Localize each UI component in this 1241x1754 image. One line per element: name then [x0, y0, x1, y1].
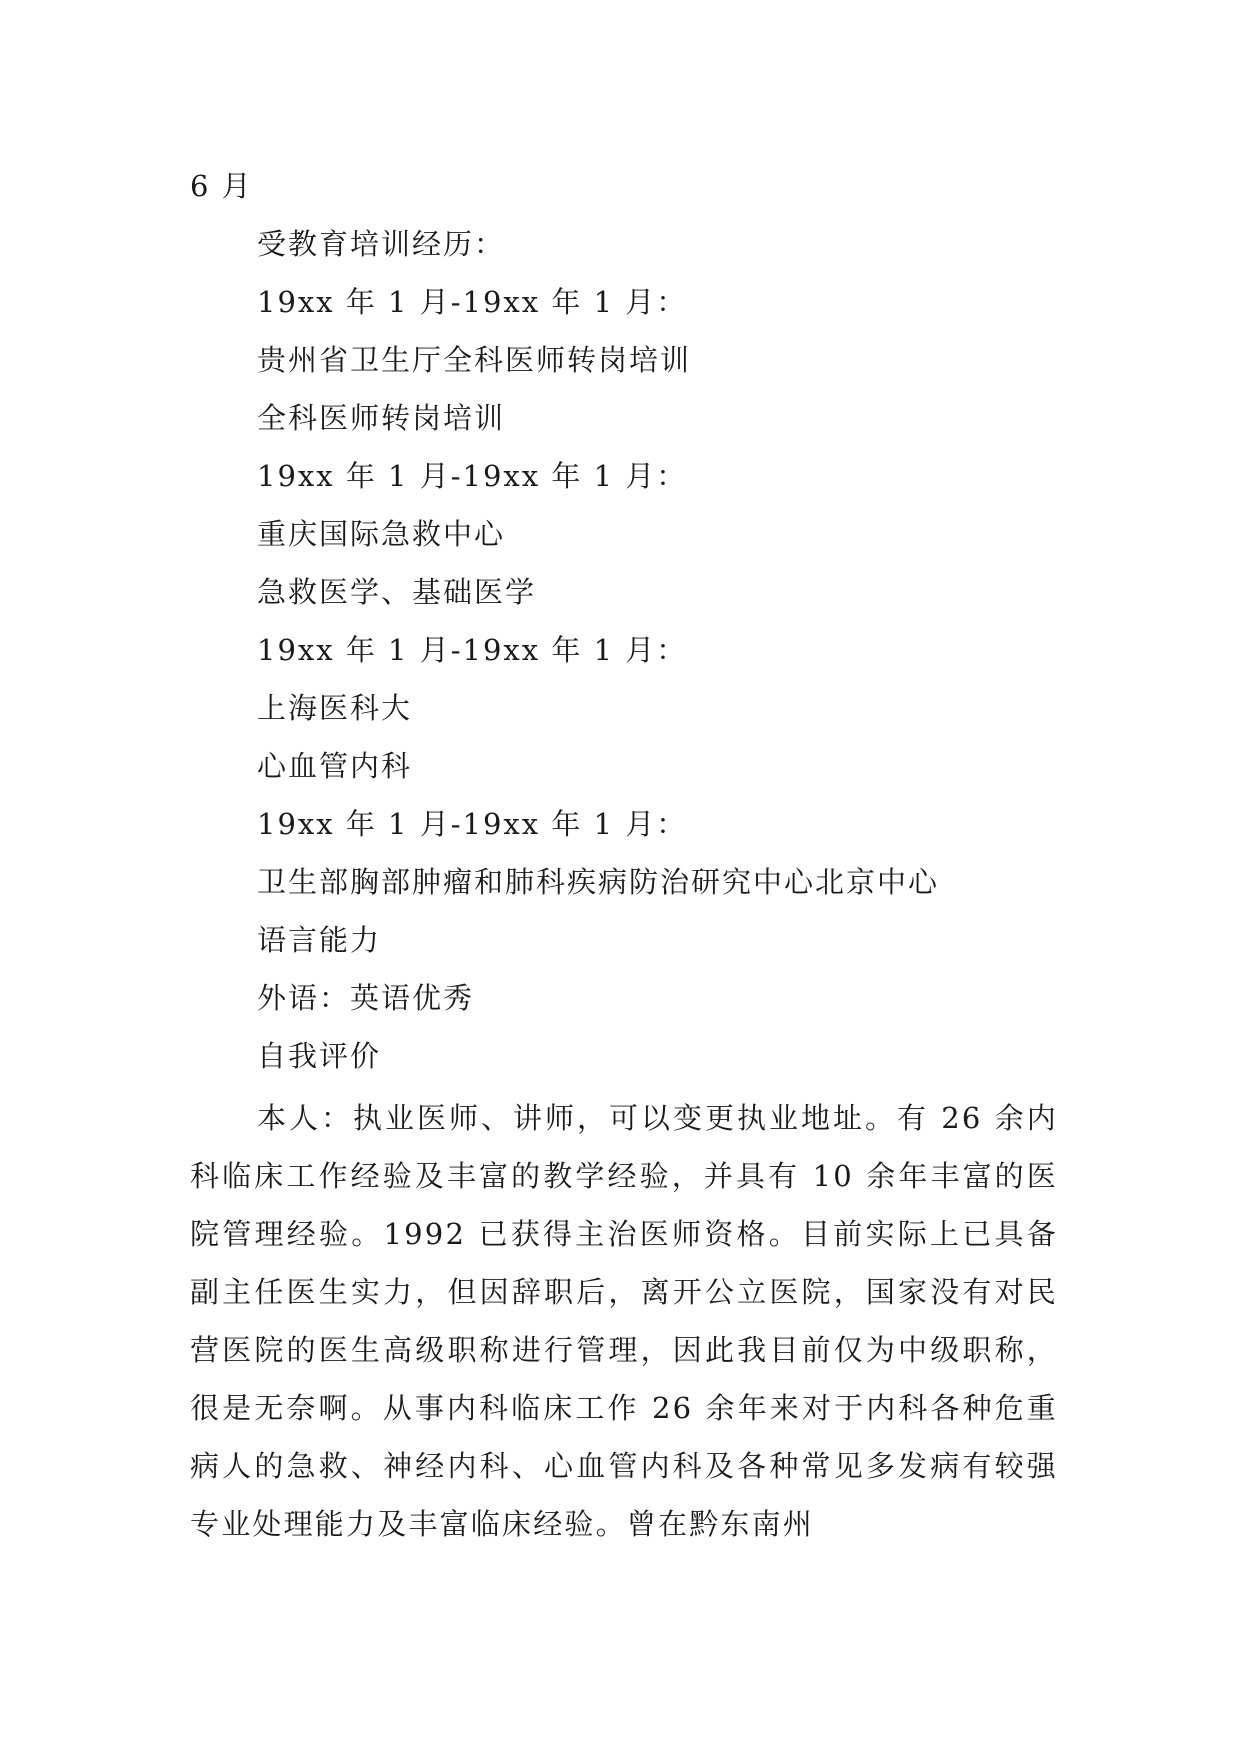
training-period: 19xx 年 1 月-19xx 年 1 月：	[257, 285, 688, 319]
training-subject: 急救医学、基础医学	[257, 575, 537, 609]
training-institution: 上海医科大	[257, 691, 413, 725]
training-institution: 卫生部胸部肿瘤和肺科疾病防治研究中心北京中心	[257, 865, 940, 899]
training-period: 19xx 年 1 月-19xx 年 1 月：	[257, 807, 688, 841]
training-subject: 全科医师转岗培训	[257, 401, 506, 435]
date-fragment: 6 月	[190, 169, 253, 203]
section-heading-language: 语言能力	[257, 923, 382, 957]
training-institution: 重庆国际急救中心	[257, 517, 506, 551]
training-subject: 心血管内科	[257, 749, 413, 783]
training-period: 19xx 年 1 月-19xx 年 1 月：	[257, 459, 688, 493]
self-evaluation-paragraph: 本人：执业医师、讲师，可以变更执业地址。有 26 余内科临床工作经验及丰富的教学经验，并具有 10 余年丰富的医院管理经验。1992 已获得主治医师资格。目前实际上已具备副主任医生实力，但因辞职后，离开公立医院，国家没有对民营医院的医生高级职称进行管理，因此我目前仅为中级职称，很是无奈啊。从事内科临床工作 26 余年来对于内科各种危重病人的急救、神经内科、心血管内科及各种常见多发病有较强专业处理能力及丰富临床经验。曾在黔东南州	[190, 1101, 1058, 1541]
training-institution: 贵州省卫生厅全科医师转岗培训	[257, 343, 692, 377]
section-heading-education: 受教育培训经历：	[257, 227, 506, 261]
training-period: 19xx 年 1 月-19xx 年 1 月：	[257, 633, 688, 667]
section-heading-self-evaluation: 自我评价	[257, 1039, 382, 1073]
language-detail: 外语：英语优秀	[257, 981, 475, 1015]
